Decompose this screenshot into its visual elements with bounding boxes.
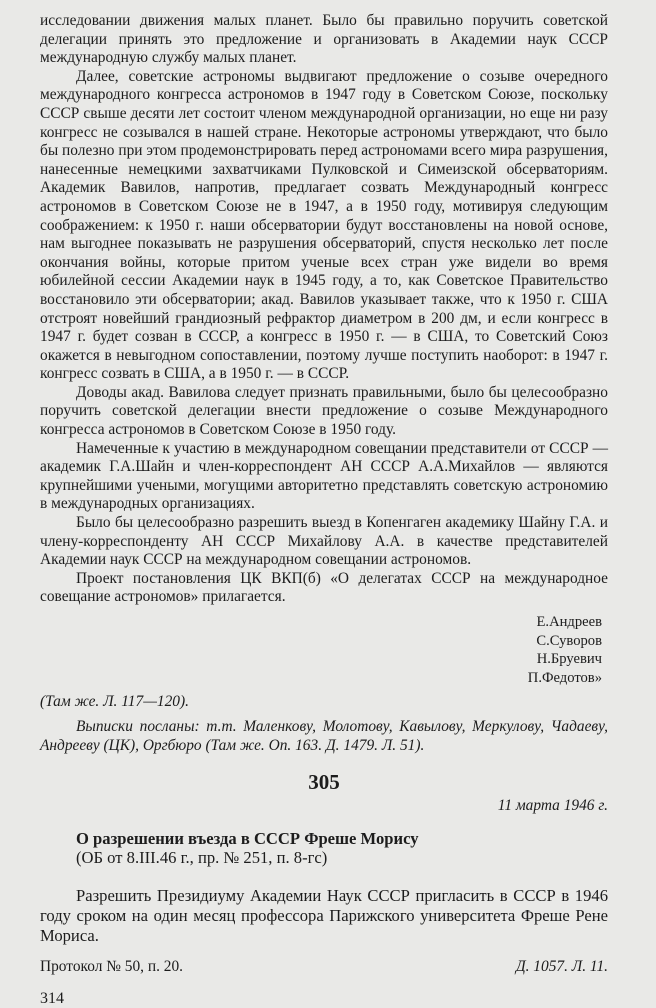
paragraph-continuation: исследовании движения малых планет. Было бы правильно поручить советской делегации принять это предложение и организовать в Академии наук СССР международную службу малых планет.	[40, 12, 608, 67]
paragraph-travel-permission: Было бы целесообразно разрешить выезд в Копенгаген академику Шайну Г.А. и члену-корреспонденту АН СССР Михайлову А.А. в качестве представителей Академии наук СССР на международном совещании астрономов.	[40, 514, 608, 569]
document-date: 11 марта 1946 г.	[497, 797, 608, 815]
document-number: 305	[308, 770, 340, 795]
document-title: О разрешении въезда в СССР Фреше Морису	[76, 829, 419, 849]
page-number: 314	[40, 990, 64, 1008]
document-subtitle: (ОБ от 8.III.46 г., пр. № 251, п. 8-гс)	[76, 848, 328, 868]
protocol-line	[40, 958, 608, 976]
signature-block	[40, 613, 608, 687]
paragraph-congress-proposal: Далее, советские астрономы выдвигают предложение о созыве очередного международного конгресса астрономов в 1947 году в Советском Союзе, поскольку СССР свыше десяти лет состоит членом международной организации, но еще ни разу конгресс не созывался в нашей стране. Некоторые астрономы утверждают, что было бы полезно при этом продемонстрировать перед астрономами всего мира разрушения, нанесенные немецкими захватчиками Пулковской и Симеизской обсерваториям. Академик Вавилов, напротив, предлагает созвать Международный конгресс астрономов в Советском Союзе не в 1947, а в 1950 году, мотивируя следующим соображением: к 1950 г. наши обсерватории будут восстановлены на новой основе, нам выгоднее показывать не разрушения обсерваторий, спустя несколько лет после окончания войны, которые притом ученые всех стран уже видели во время юбилейной сессии Академии наук в 1945 году, а то, как Советское Правительство восстановило эти обсерватории; акад. Вавилов указывает также, что к 1950 г. США отстроят новейший грандиозный рефрактор диаметром в 200 дм, и если конгресс в 1947 г. будет созван в СССР, а конгресс в 1950 г. — в США, то Советский Союз окажется в невыгодном сопоставлении, поэтому лучше поступить наоборот: в 1947 г. конгресс созвать в США, а в 1950 г. — в СССР.	[40, 67, 608, 383]
source-reference: (Там же. Л. 117—120).	[40, 693, 189, 711]
protocol-reference: Протокол № 50, п. 20.	[40, 958, 184, 976]
signature-andreev: Е.Андреев	[536, 614, 602, 630]
signature-suvorov: С.Суворов	[536, 632, 602, 649]
signature-bruevich: Н.Бруевич	[536, 651, 602, 668]
paragraph-vavilov-arguments: Доводы акад. Вавилова следует признать правильными, было бы целесообразно поручить советской делегации внести предложение о созыве Международного конгресса астрономов в Советском Союзе в 1950 году.	[40, 383, 608, 439]
paragraph-draft-resolution: Проект постановления ЦК ВКП(б) «О делегатах СССР на международное совещание астрономов» прилагается.	[40, 569, 608, 606]
archive-reference: Д. 1057. Л. 11.	[515, 958, 608, 976]
paragraph-delegates: Намеченные к участию в международном совещании представители от СССР — академик Г.А.Шайн и член-корреспондент АН СССР А.А.Михайлов — являются крупнейшими учеными, могущими авторитетно представлять советскую астрономию в международных организациях.	[40, 439, 608, 513]
document-body: Разрешить Президиуму Академии Наук СССР пригласить в СССР в 1946 году сроком на один месяц профессора Парижского университета Фреше Рене Мориса.	[40, 886, 608, 946]
signature-fedotov: П.Федотов»	[527, 669, 602, 686]
extracts-sent-note: Выписки посланы: т.т. Маленкову, Молотову, Кавылову, Меркулову, Чадаеву, Андрееву (ЦК), Оргбюро (Там же. Оп. 163. Д. 1479. Л. 51).	[40, 717, 608, 754]
